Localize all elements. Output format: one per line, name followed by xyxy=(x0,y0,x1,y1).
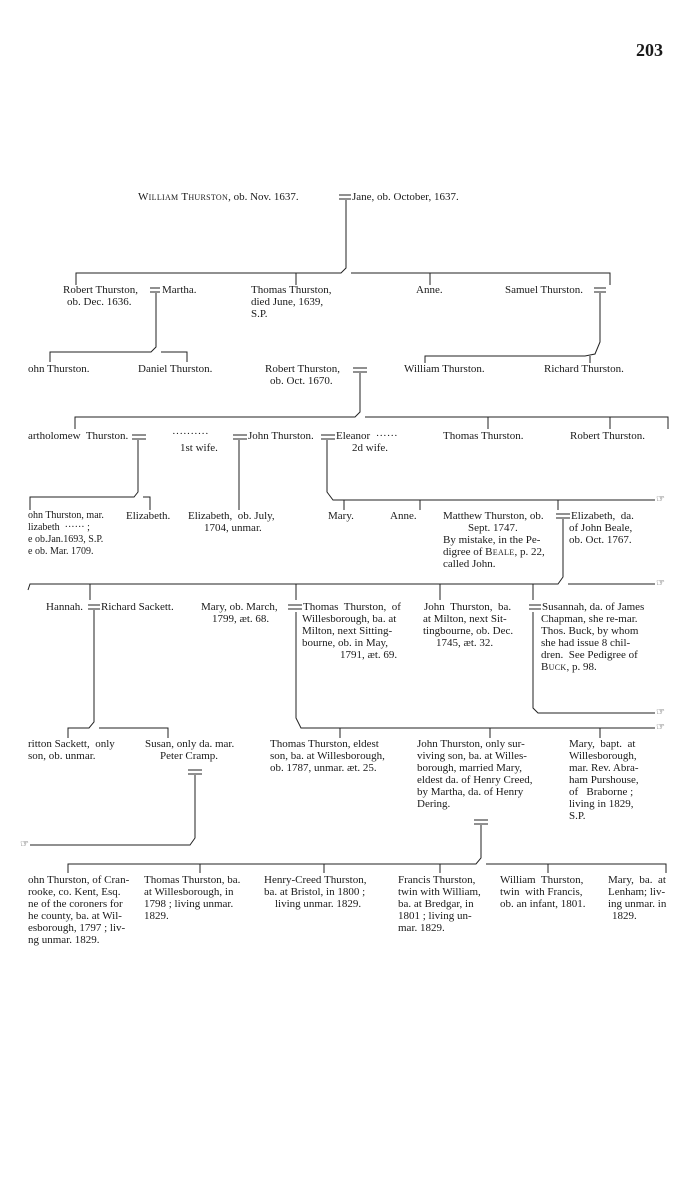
matthew-digree: digree of xyxy=(443,546,486,558)
gen8-mary-1: Mary, ba. at xyxy=(608,874,666,886)
gen3-daniel: Daniel Thurston. xyxy=(138,363,213,375)
page-number: 203 xyxy=(636,40,663,60)
gen7-britton-1: ritton Sackett, only xyxy=(28,738,115,750)
gen3-robert-ob: ob. Oct. 1670. xyxy=(270,375,333,387)
gen5-john-4: e ob. Mar. 1709. xyxy=(28,546,94,557)
gen5-matthew-1: Matthew Thurston, ob. xyxy=(443,510,544,522)
gen6-john-4: 1745, æt. 32. xyxy=(436,637,494,649)
pointing-hand-icon: ☞ xyxy=(656,722,665,733)
gen8-john-2: rooke, co. Kent, Esq. xyxy=(28,886,121,898)
susannah-buck: Buck xyxy=(541,661,567,673)
gen5-anne: Anne. xyxy=(390,510,417,522)
gen6-thomas-1: Thomas Thurston, of xyxy=(303,601,401,613)
gen5-john-1: ohn Thurston, mar. xyxy=(28,510,104,521)
gen5-mary: Mary. xyxy=(328,510,354,522)
gen7-john-2: viving son, ba. at Willes- xyxy=(417,750,527,762)
pointing-hand-icon: ☞ xyxy=(20,839,29,850)
gen4-first-wife-dots: ·········· xyxy=(172,428,209,440)
gen5-john-3: e ob.Jan.1693, S.P. xyxy=(28,534,104,545)
gen6-thomas-5: 1791, æt. 69. xyxy=(340,649,398,661)
susannah-page: , p. 98. xyxy=(566,661,597,673)
gen6-thomas-2: Willesborough, ba. at xyxy=(302,613,397,625)
matthew-page: , p. 22, xyxy=(514,546,545,558)
gen8-john-1: ohn Thurston, of Cran- xyxy=(28,874,130,886)
gen7-mary-5: of Braborne ; xyxy=(569,786,634,798)
gen6-thomas-4: bourne, ob. in May, xyxy=(302,637,389,649)
gen5-matthew-4 xyxy=(443,546,545,558)
gen6-thomas-3: Milton, next Sitting- xyxy=(302,625,393,637)
gen4-second-wife: 2d wife. xyxy=(352,442,389,454)
gen8-mary-4: 1829. xyxy=(612,910,637,922)
gen7-john-6: Dering. xyxy=(417,798,451,810)
gen8-thomas-3: 1798 ; living unmar. xyxy=(144,898,234,910)
pointing-hand-icon: ☞ xyxy=(656,494,665,505)
gen3-john: ohn Thurston. xyxy=(28,363,90,375)
gen8-mary-2: Lenham; liv- xyxy=(608,886,666,898)
gen7-thomas-1: Thomas Thurston, eldest xyxy=(270,738,379,750)
gen2-anne: Anne. xyxy=(416,284,443,296)
gen8-william-2: twin with Francis, xyxy=(500,886,583,898)
gen8-henry-2: ba. at Bristol, in 1800 ; xyxy=(264,886,366,898)
gen4-thomas: Thomas Thurston. xyxy=(443,430,524,442)
pointing-hand-icon: ☞ xyxy=(656,578,665,589)
gen2-thomas-1: Thomas Thurston, xyxy=(251,284,332,296)
gen7-john-3: borough, married Mary, xyxy=(417,762,522,774)
gen5-john-2: lizabeth ······ ; xyxy=(28,522,90,533)
gen7-mary-7: S.P. xyxy=(569,810,586,822)
gen7-mary-2: Willesborough, xyxy=(569,750,637,762)
gen2-martha: Martha. xyxy=(162,284,197,296)
gen6-hannah: Hannah. xyxy=(46,601,83,613)
gen7-mary-4: ham Purshouse, xyxy=(569,774,639,786)
gen6-mary-ob-2: 1799, æt. 68. xyxy=(212,613,270,625)
gen8-francis-1: Francis Thurston, xyxy=(398,874,476,886)
gen1-jane: Jane, ob. October, 1637. xyxy=(352,191,459,203)
gen2-thomas-2: died June, 1639, xyxy=(251,296,324,308)
gen1-william xyxy=(138,191,299,203)
matthew-beale: Beale xyxy=(485,546,515,558)
gen8-thomas-4: 1829. xyxy=(144,910,169,922)
gen8-francis-3: ba. at Bredgar, in xyxy=(398,898,474,910)
gen5-elizabeth-ob-2: 1704, unmar. xyxy=(204,522,262,534)
gen5-elizabeth-beale-1: Elizabeth, da. xyxy=(571,510,634,522)
gen6-susannah-4: she had issue 8 chil- xyxy=(541,637,631,649)
gen4-bartholomew: artholomew Thurston. xyxy=(28,430,129,442)
gen2-robert-ob: ob. Dec. 1636. xyxy=(67,296,132,308)
gen7-mary-3: mar. Rev. Abra- xyxy=(569,762,639,774)
pointing-hand-icon: ☞ xyxy=(656,707,665,718)
gen4-john: John Thurston. xyxy=(248,430,314,442)
gen8-henry-1: Henry-Creed Thurston, xyxy=(264,874,367,886)
gen8-john-4: he county, ba. at Wil- xyxy=(28,910,122,922)
william-detail: , ob. Nov. 1637. xyxy=(228,191,299,203)
gen7-thomas-3: ob. 1787, unmar. æt. 25. xyxy=(270,762,377,774)
gen5-elizabeth-ob-1: Elizabeth, ob. July, xyxy=(188,510,275,522)
gen6-john-3: tingbourne, ob. Dec. xyxy=(423,625,514,637)
gen7-mary-6: living in 1829, xyxy=(569,798,634,810)
gen2-samuel: Samuel Thurston. xyxy=(505,284,584,296)
gen7-britton-2: son, ob. unmar. xyxy=(28,750,96,762)
gen8-john-5: esborough, 1797 ; liv- xyxy=(28,922,126,934)
gen5-elizabeth: Elizabeth. xyxy=(126,510,171,522)
gen4-eleanor: Eleanor ······ xyxy=(336,430,398,442)
gen2-robert-name: Robert Thurston, xyxy=(63,284,138,296)
gen6-mary-ob-1: Mary, ob. March, xyxy=(201,601,278,613)
gen6-richard-sackett: Richard Sackett. xyxy=(101,601,174,613)
gen8-mary-3: ing unmar. in xyxy=(608,898,667,910)
gen3-robert-name: Robert Thurston, xyxy=(265,363,340,375)
gen8-thomas-2: at Willesborough, in xyxy=(144,886,234,898)
gen6-susannah-6 xyxy=(541,661,597,673)
gen7-john-1: John Thurston, only sur- xyxy=(417,738,525,750)
gen8-thomas-1: Thomas Thurston, ba. xyxy=(144,874,241,886)
gen5-matthew-5: called John. xyxy=(443,558,496,570)
gen8-francis-5: mar. 1829. xyxy=(398,922,445,934)
gen3-richard: Richard Thurston. xyxy=(544,363,624,375)
gen7-susan-1: Susan, only da. mar. xyxy=(145,738,235,750)
gen7-john-5: by Martha, da. of Henry xyxy=(417,786,524,798)
gen8-william-1: William Thurston, xyxy=(500,874,584,886)
william-name: William Thurston xyxy=(138,191,229,203)
gen6-susannah-5: dren. See Pedigree of xyxy=(541,649,638,661)
gen2-thomas-3: S.P. xyxy=(251,308,268,320)
gen8-john-6: ng unmar. 1829. xyxy=(28,934,100,946)
gen5-elizabeth-beale-2: of John Beale, xyxy=(569,522,633,534)
gen6-susannah-2: Chapman, she re-mar. xyxy=(541,613,638,625)
gen6-john-2: at Milton, next Sit- xyxy=(423,613,507,625)
gen8-william-3: ob. an infant, 1801. xyxy=(500,898,586,910)
gen7-john-4: eldest da. of Henry Creed, xyxy=(417,774,533,786)
gen7-thomas-2: son, ba. at Willesborough, xyxy=(270,750,385,762)
gen8-john-3: ne of the coroners for xyxy=(28,898,123,910)
gen5-matthew-2: Sept. 1747. xyxy=(468,522,518,534)
gen5-elizabeth-beale-3: ob. Oct. 1767. xyxy=(569,534,632,546)
gen6-susannah-3: Thos. Buck, by whom xyxy=(541,625,639,637)
gen4-robert: Robert Thurston. xyxy=(570,430,645,442)
gen5-matthew-3: By mistake, in the Pe- xyxy=(443,534,541,546)
gen7-susan-2: Peter Cramp. xyxy=(160,750,219,762)
gen6-susannah-1: Susannah, da. of James xyxy=(542,601,645,613)
gen7-mary-1: Mary, bapt. at xyxy=(569,738,636,750)
gen4-first-wife: 1st wife. xyxy=(180,442,218,454)
gen8-henry-3: living unmar. 1829. xyxy=(275,898,362,910)
gen8-francis-2: twin with William, xyxy=(398,886,481,898)
gen8-francis-4: 1801 ; living un- xyxy=(398,910,472,922)
gen3-william: William Thurston. xyxy=(404,363,485,375)
gen6-john-1: John Thurston, ba. xyxy=(424,601,512,613)
